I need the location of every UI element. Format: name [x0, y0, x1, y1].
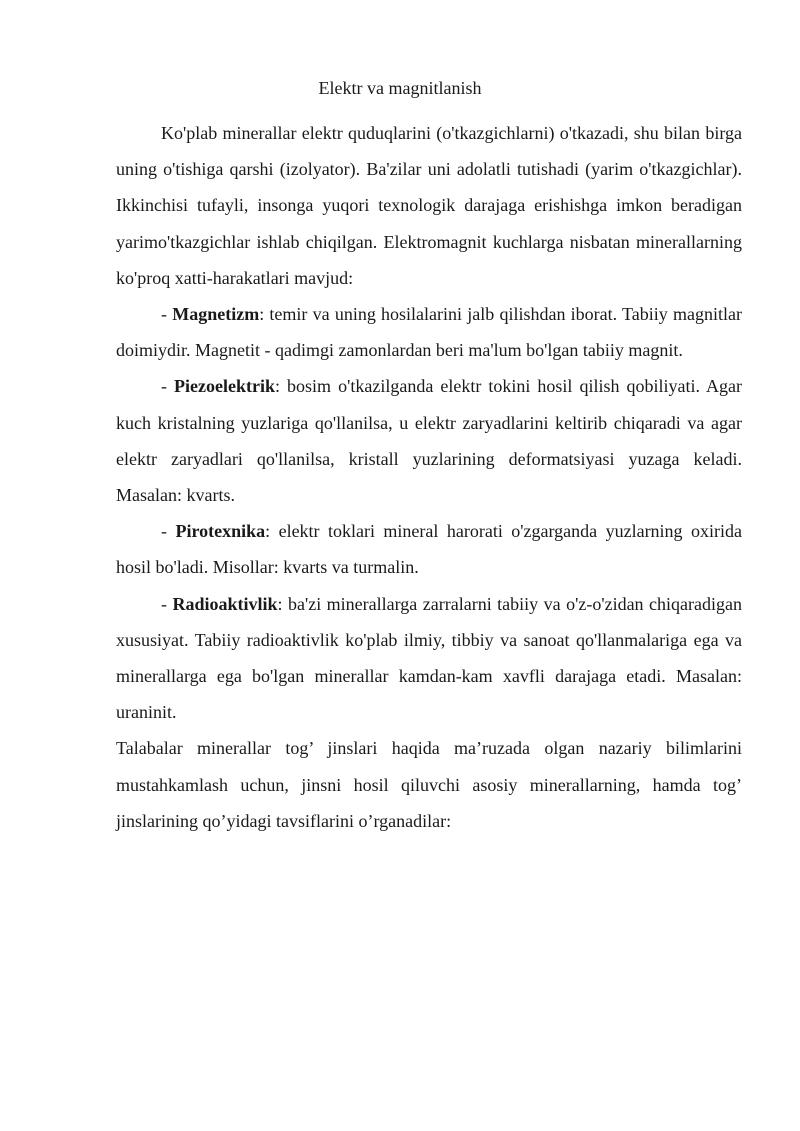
list-item-pirotexnika: [116, 513, 742, 585]
list-item-piezoelektrik: [116, 368, 742, 513]
term-radioaktivlik: Radioaktivlik: [172, 593, 278, 614]
term-pirotexnika: Pirotexnika: [175, 521, 266, 542]
list-bullet: -: [161, 521, 176, 542]
list-bullet: -: [161, 593, 173, 614]
intro-paragraph: Ko'plab minerallar elektr quduqlarini (o'tkazgichlarni) o'tkazadi, shu bilan birga uning o'tishiga qarshi (izolyator). Ba'zilar uni adolatli tutishadi (yarim o'tkazgichlar). Ikkinchisi tufayli, insonga yuqori texnologik darajaga erishishga imkon beradigan yarimo'tkazgichlar ishlab chiqilgan. Elektromagnit kuchlarga nisbatan minerallarning ko'proq xatti-harakatlari mavjud:: [116, 123, 742, 288]
definition-radioaktivlik: : ba'zi minerallarga zarralarni tabiiy va o'z-o'zidan chiqaradigan xususiyat. Tabiiy radioaktivlik ko'plab ilmiy, tibbiy va sanoat qo'llanmalariga ega va minerallarga ega bo'lgan minerallar kamdan-kam xavfli darajaga etadi. Masalan: uraninit.: [116, 593, 742, 723]
page-title: Elektr va magnitlanish: [318, 78, 482, 98]
list-item-radioaktivlik: [116, 586, 742, 731]
closing-paragraph: Talabalar minerallar tog’ jinslari haqida ma’ruzada olgan nazariy bilimlarini mustahkamlash uchun, jinsni hosil qiluvchi asosiy minerallarning, hamda tog’ jinslarining qo’yidagi tavsiflarini o’rganadilar:: [116, 738, 742, 831]
term-piezoelektrik: Piezoelektrik: [174, 376, 276, 397]
list-bullet: -: [161, 304, 173, 325]
list-bullet: -: [161, 376, 175, 397]
document-body: [116, 115, 742, 839]
definition-pirotexnika: : elektr toklari mineral harorati o'zgarganda yuzlarning oxirida hosil bo'ladi. Misollar: kvarts va turmalin.: [116, 521, 742, 578]
definition-piezoelektrik: : bosim o'tkazilganda elektr tokini hosil qilish qobiliyati. Agar kuch kristalning yuzlariga qo'llanilsa, u elektr zaryadlarini keltirib chiqaradi va agar elektr zaryadlari qo'llanilsa, kristall yuzlarining deformatsiyasi yuzaga keladi. Masalan: kvarts.: [116, 376, 743, 506]
term-magnetizm: Magnetizm: [172, 304, 260, 325]
list-item-magnetizm: [116, 296, 742, 368]
definition-magnetizm: : temir va uning hosilalarini jalb qilishdan iborat. Tabiiy magnitlar doimiydir. Magnetit - qadimgi zamonlardan beri ma'lum bo'lgan tabiiy magnit.: [116, 304, 742, 361]
